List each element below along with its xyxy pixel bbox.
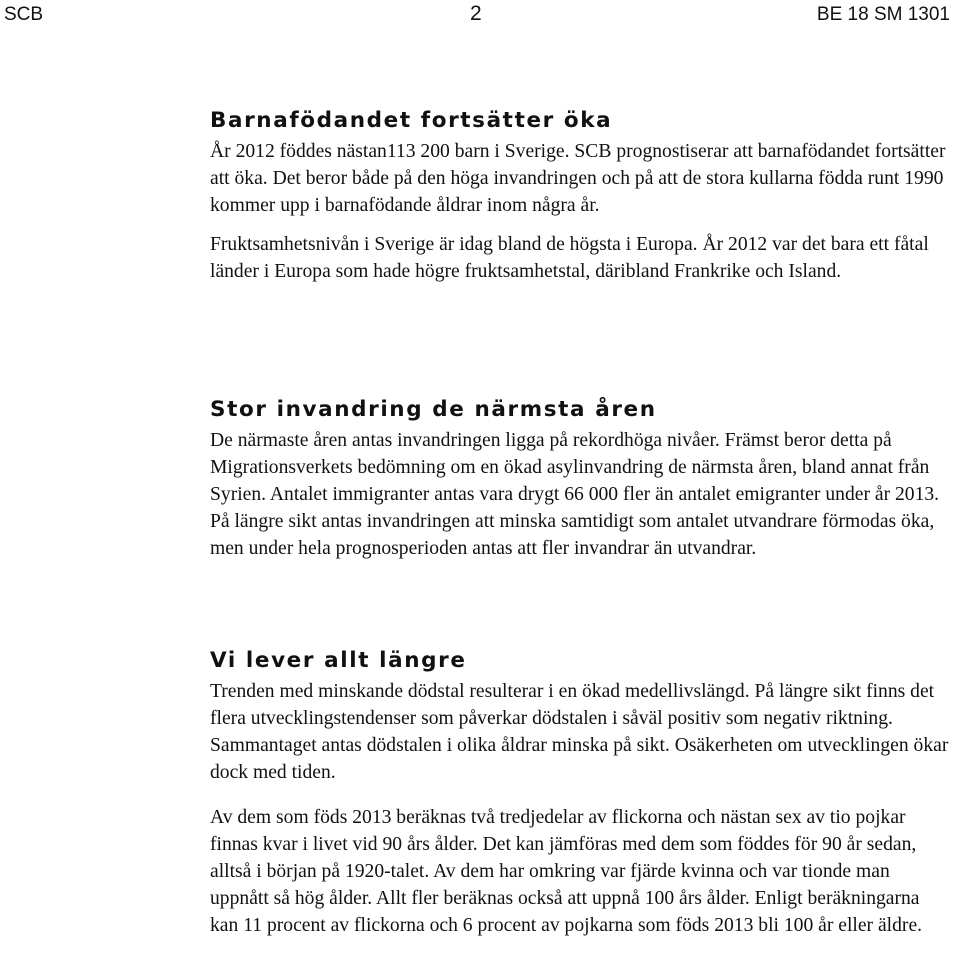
page-number: 2 <box>470 2 482 25</box>
paragraph: Fruktsamhetsnivån i Sverige är idag bland de högsta i Europa. År 2012 var det bara ett fåtal länder i Europa som hade högre fruktsamhetstal, däribland Frankrike och Island. <box>210 234 929 282</box>
section-immigration <box>210 397 952 562</box>
section-heading: Vi lever allt längre <box>210 648 467 673</box>
section-heading: Barnafödandet fortsätter öka <box>210 108 613 133</box>
paragraph: Trenden med minskande dödstal resulterar i en ökad medellivslängd. På längre sikt finns det flera utvecklingstendenser som påverkar dödstalen i såväl positiv som negativ riktning. Sammantaget antas dödstalen i olika åldrar minska på sikt. Osäkerheten om utvecklingen ökar dock med tiden. <box>210 681 949 783</box>
paragraph: År 2012 föddes nästan113 200 barn i Sverige. SCB prognostiserar att barnafödandet fortsätter att öka. Det beror både på den höga invandringen och på att de stora kullarna födda runt 1990 kommer upp i barnafödande åldrar inom några år. <box>210 141 946 216</box>
section-heading: Stor invandring de närmsta åren <box>210 397 657 422</box>
header-organization: SCB <box>4 4 44 25</box>
page-header <box>0 0 960 30</box>
paragraph: Av dem som föds 2013 beräknas två tredjedelar av flickorna och nästan sex av tio pojkar finnas kvar i livet vid 90 års ålder. Det kan jämföras med dem som föddes för 90 år sedan, alltså i början på 1920-talet. Av dem har omkring var fjärde kvinna och var tionde man uppnått så hög ålder. Allt fler beräknas också att uppnå 100 års ålder. Enligt beräkningarna kan 11 procent av flickorna och 6 procent av pojkarna som föds 2013 bli 100 år eller äldre. <box>210 807 923 936</box>
header-document-id: BE 18 SM 1301 <box>816 4 950 25</box>
section-life-expectancy <box>210 648 952 939</box>
section-births <box>210 108 952 285</box>
paragraph: De närmaste åren antas invandringen ligga på rekordhöga nivåer. Främst beror detta på Migrationsverkets bedömning om en ökad asylinvandring de närmsta åren, bland annat från Syrien. Antalet immigranter antas vara drygt 66 000 fler än antalet emigranter under år 2013. På längre sikt antas invandringen att minska samtidigt som antalet utvandrare förmodas öka, men under hela prognosperioden antas att fler invandrar än utvandrar. <box>210 430 940 559</box>
